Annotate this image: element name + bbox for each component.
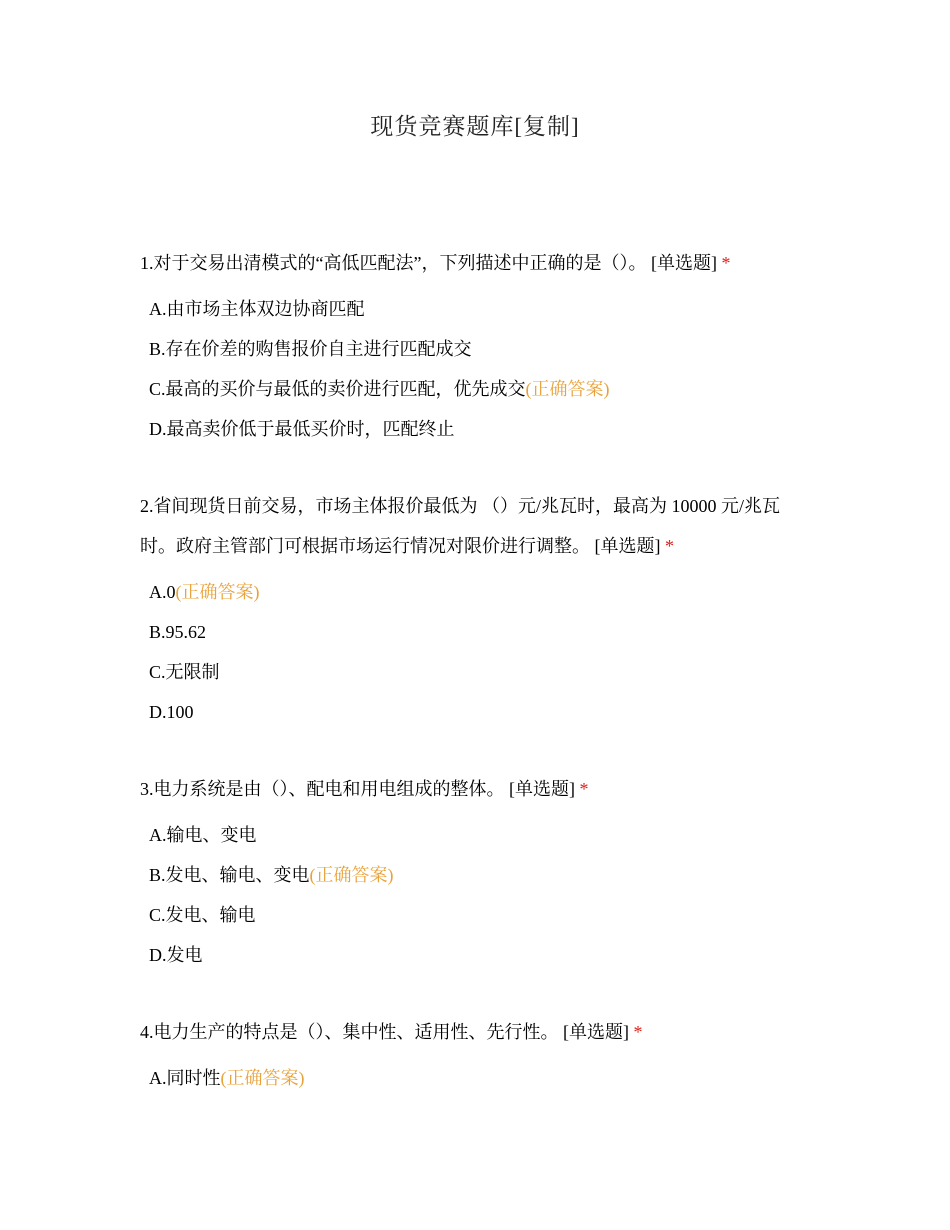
- question-text: [140, 486, 812, 566]
- option-list: [140, 572, 812, 732]
- option-label: A.输电、变电: [149, 825, 257, 845]
- option-label: D.100: [149, 702, 194, 722]
- required-marker: *: [665, 536, 674, 556]
- question-type: [单选题]: [563, 1022, 629, 1042]
- required-marker: *: [633, 1022, 643, 1042]
- question-text: [140, 243, 812, 283]
- option-a[interactable]: [140, 289, 812, 329]
- question-stem: 2.省间现货日前交易，市场主体报价最低为 （）元/兆瓦时，最高为 10000 元/兆瓦时。政府主管部门可根据市场运行情况对限价进行调整。: [140, 496, 780, 556]
- option-label: B.95.62: [149, 622, 207, 642]
- correct-answer-tag: (正确答案): [220, 1068, 305, 1088]
- option-list: [140, 289, 812, 449]
- option-c[interactable]: [140, 369, 812, 409]
- question-3: [140, 769, 812, 975]
- option-b[interactable]: [140, 612, 812, 652]
- question-stem: 1.对于交易出清模式的“高低匹配法”，下列描述中正确的是（）。: [140, 253, 647, 273]
- question-4: [140, 1012, 812, 1098]
- question-text: [140, 769, 812, 809]
- correct-answer-tag: (正确答案): [175, 582, 260, 602]
- option-d[interactable]: [140, 692, 812, 732]
- option-label: A.同时性: [149, 1068, 221, 1088]
- question-type: [单选题]: [594, 536, 661, 556]
- question-list: [140, 243, 812, 1135]
- option-d[interactable]: [140, 935, 812, 975]
- option-b[interactable]: [140, 329, 812, 369]
- question-2: [140, 486, 812, 732]
- question-stem: 4.电力生产的特点是（）、集中性、适用性、先行性。: [140, 1022, 559, 1042]
- question-type: [单选题]: [650, 253, 717, 273]
- correct-answer-tag: (正确答案): [525, 379, 610, 399]
- option-label: C.发电、输电: [149, 905, 256, 925]
- option-a[interactable]: [140, 572, 812, 612]
- option-label: B.发电、输电、变电: [149, 865, 310, 885]
- question-1: [140, 243, 812, 449]
- option-label: C.无限制: [149, 662, 220, 682]
- option-label: A.由市场主体双边协商匹配: [149, 299, 365, 319]
- option-list: [140, 815, 812, 975]
- option-label: B.存在价差的购售报价自主进行匹配成交: [149, 339, 472, 359]
- option-a[interactable]: [140, 815, 812, 855]
- correct-answer-tag: (正确答案): [309, 865, 394, 885]
- option-c[interactable]: [140, 895, 812, 935]
- required-marker: *: [721, 253, 731, 273]
- question-text: [140, 1012, 812, 1052]
- option-label: C.最高的买价与最低的卖价进行匹配，优先成交: [149, 379, 526, 399]
- question-stem: 3.电力系统是由（）、配电和用电组成的整体。: [140, 779, 505, 799]
- required-marker: *: [579, 779, 589, 799]
- option-list: [140, 1058, 812, 1098]
- option-c[interactable]: [140, 652, 812, 692]
- question-type: [单选题]: [509, 779, 575, 799]
- page-title: 现货竞赛题库[复制]: [370, 114, 580, 139]
- option-d[interactable]: [140, 409, 812, 449]
- option-b[interactable]: [140, 855, 812, 895]
- option-label: D.最高卖价低于最低买价时，匹配终止: [149, 419, 455, 439]
- option-label: D.发电: [149, 945, 203, 965]
- option-a[interactable]: [140, 1058, 812, 1098]
- option-label: A.0: [149, 582, 176, 602]
